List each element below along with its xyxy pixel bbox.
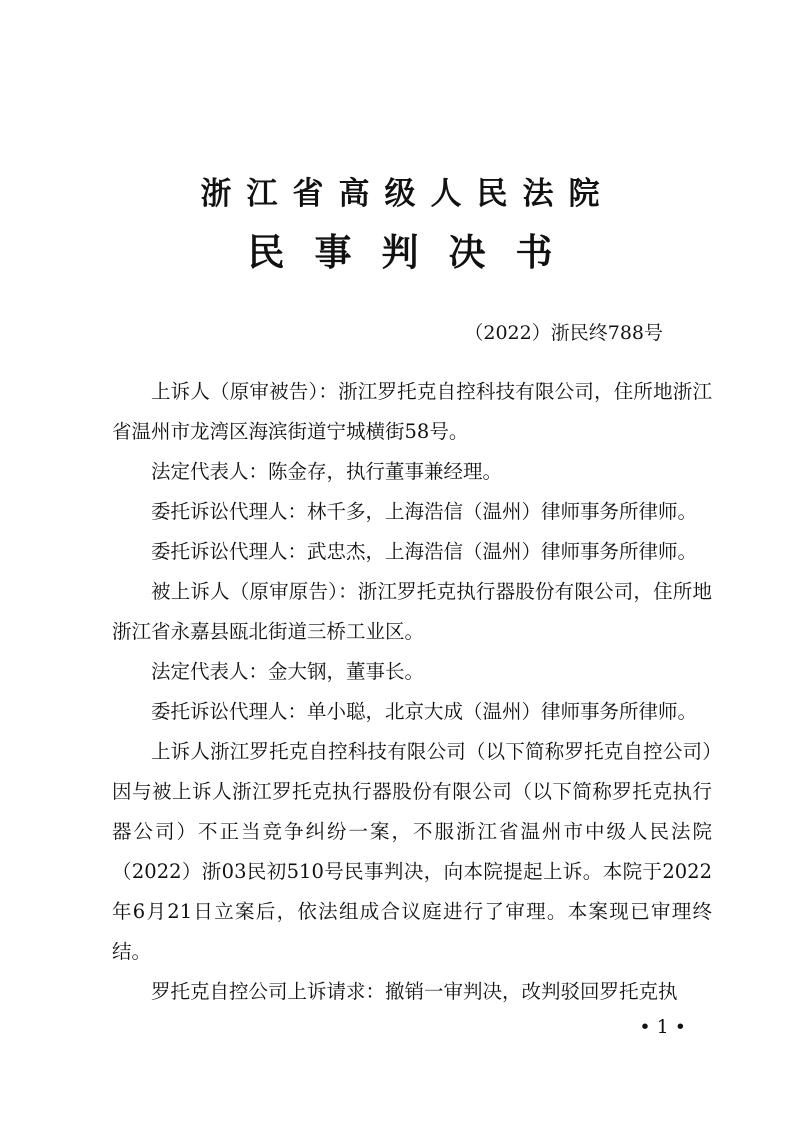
appeal-request-paragraph: 罗托克自控公司上诉请求：撤销一审判决，改判驳回罗托克执	[151, 980, 678, 1003]
appellant-agent-2: 委托诉讼代理人：武忠杰，上海浩信（温州）律师事务所律师。	[151, 540, 698, 563]
appellee-paragraph: 被上诉人（原审原告）：浙江罗托克执行器股份有限公司，住所地浙江省永嘉县瓯北街道三桥工业区。	[112, 580, 712, 643]
judgment-body	[112, 372, 712, 1012]
page-number: • 1 •	[639, 1016, 686, 1038]
appellant-agent-1: 委托诉讼代理人：林千多，上海浩信（温州）律师事务所律师。	[151, 500, 698, 523]
appellee-agent: 委托诉讼代理人：单小聪，北京大成（温州）律师事务所律师。	[151, 700, 698, 723]
case-number: （2022）浙民终788号	[464, 322, 663, 344]
appellant-paragraph: 上诉人（原审被告）：浙江罗托克自控科技有限公司，住所地浙江省温州市龙湾区海滨街道宁城横街58号。	[112, 380, 712, 443]
case-background-paragraph: 上诉人浙江罗托克自控科技有限公司（以下简称罗托克自控公司）因与被上诉人浙江罗托克执行器股份有限公司（以下简称罗托克执行器公司）不正当竞争纠纷一案，不服浙江省温州市中级人民法院（2022）浙03民初510号民事判决，向本院提起上诉。本院于2022年6月21日立案后，依法组成合议庭进行了审理。本案现已审理终结。	[112, 740, 712, 963]
court-name-heading: 浙江省高级人民法院	[200, 176, 615, 212]
appellee-legal-representative: 法定代表人：金大钢，董事长。	[151, 660, 425, 683]
appellant-legal-representative: 法定代表人：陈金存，执行董事兼经理。	[151, 460, 503, 483]
document-type-heading: 民事判决书	[247, 230, 583, 274]
